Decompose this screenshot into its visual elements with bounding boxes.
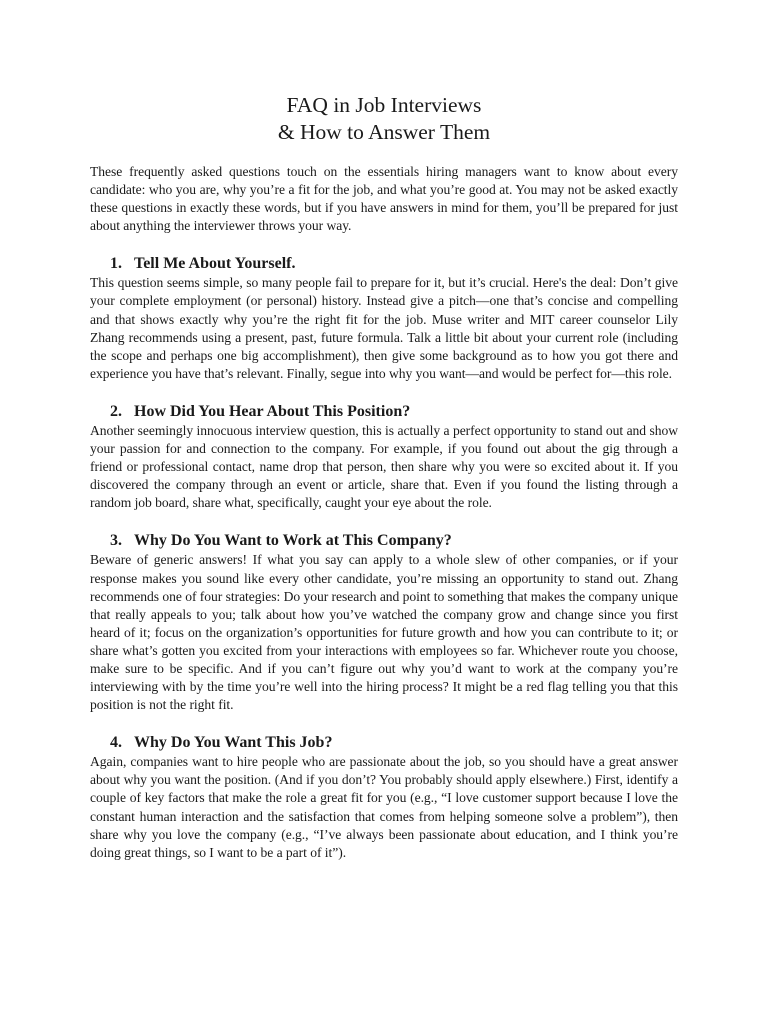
section-number: 4. <box>110 734 122 752</box>
faq-section-2 <box>90 402 678 512</box>
section-heading <box>110 402 678 422</box>
title-line-1: FAQ in Job Interviews <box>286 93 482 117</box>
faq-section-4 <box>90 733 678 862</box>
faq-section-3 <box>90 531 678 714</box>
section-number: 2. <box>110 402 122 420</box>
section-heading <box>110 531 678 551</box>
section-heading <box>110 733 678 753</box>
title-line-2: & How to Answer Them <box>277 120 491 144</box>
section-heading-text: Why Do You Want to Work at This Company? <box>134 532 452 550</box>
section-number: 3. <box>110 532 122 550</box>
section-body: Again, companies want to hire people who are passionate about the job, so you should have a great answer about why you want the position. (And if you don’t? You probably should apply elsewhere.) First, identify a couple of key factors that make the role a great fit for you (e.g., “I love customer support because I love the constant human interaction and the satisfaction that comes from helping someone solve a problem”), then share why you love the company (e.g., “I’ve always been passionate about education, and I think you’re doing great things, so I want to be a part of it”). <box>90 754 678 860</box>
section-number: 1. <box>110 255 122 273</box>
section-body: Another seemingly innocuous interview question, this is actually a perfect opportunity to stand out and show your passion for and connection to the company. For example, if you found out about the gig through a friend or professional contact, name drop that person, then share why you were so excited about it. If you discovered the company through an event or article, share that. Even if you found the listing through a random job board, share what, specifically, caught your eye about the role. <box>90 422 678 511</box>
section-heading-text: How Did You Hear About This Position? <box>134 402 411 420</box>
faq-section-1 <box>90 254 678 383</box>
section-body: Beware of generic answers! If what you say can apply to a whole slew of other companies, or if your response makes you sound like every other candidate, you’re missing an opportunity to stand out. Zhang recommends one of four strategies: Do your research and point to something that makes the company unique that really appeals to you; talk about how you’ve watched the company grow and change since you first heard of it; focus on the organization’s opportunities for future growth and how you can contribute to it; or share what’s gotten you excited from your interactions with employees so far. Whichever route you choose, make sure to be specific. And if you can’t figure out why you’d want to work at the company you’re interviewing with by the time you’re well into the hiring process? It might be a red flag telling you that this position is not the right fit. <box>90 552 678 713</box>
document-content <box>90 92 678 862</box>
intro-paragraph: These frequently asked questions touch on the essentials hiring managers want to know about every candidate: who you are, why you’re a fit for the job, and what you’re good at. You may not be asked exactly these questions in exactly these words, but if you have answers in mind for them, you’ll be prepared for just about anything the interviewer throws your way. <box>90 164 678 234</box>
section-heading <box>110 254 678 274</box>
section-body: This question seems simple, so many people fail to prepare for it, but it’s crucial. Here's the deal: Don’t give your complete employment (or personal) history. Instead give a pitch—one that’s concise and compelling and that shows exactly why you’re the right fit for the job. Muse writer and MIT career counselor Lily Zhang recommends using a present, past, future formula. Talk a little bit about your current role (including the scope and perhaps one big accomplishment), then give some background as to how you got there and experience you have that’s relevant. Finally, segue into why you want—and would be perfect for—this role. <box>90 275 678 381</box>
section-heading-text: Tell Me About Yourself. <box>134 255 296 273</box>
section-heading-text: Why Do You Want This Job? <box>134 734 333 752</box>
page-title <box>90 92 678 146</box>
